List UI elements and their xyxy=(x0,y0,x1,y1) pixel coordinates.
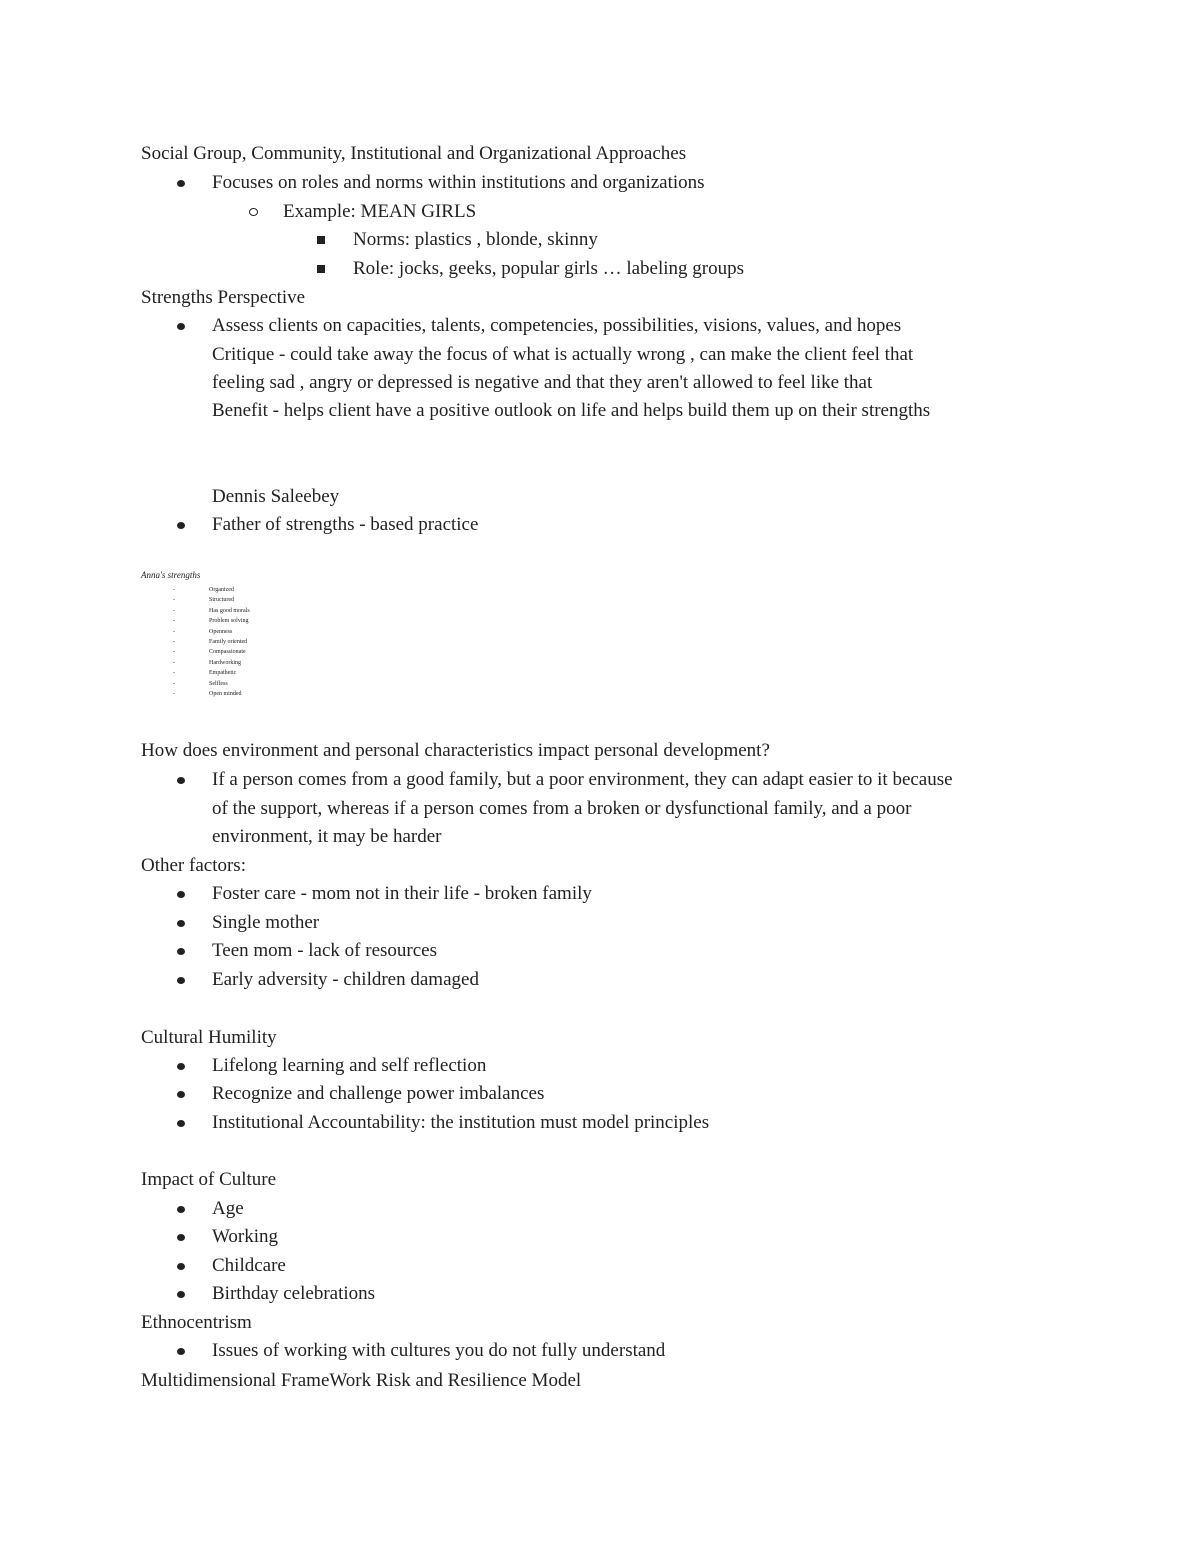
bullet-icon xyxy=(177,920,185,927)
bullet-icon xyxy=(177,1348,185,1355)
dash-bullet-icon: - xyxy=(173,659,175,666)
list-item: Teen mom - lack of resources xyxy=(212,940,437,961)
strength-item xyxy=(173,638,247,646)
strength-item xyxy=(173,659,241,667)
list-item: Early adversity - children damaged xyxy=(212,969,479,990)
square-bullet-icon xyxy=(317,265,325,273)
strength-label: Family oriented xyxy=(209,639,248,645)
bullet-icon xyxy=(177,1206,185,1213)
critique-text: feeling sad , angry or depressed is negative and that they aren't allowed to feel like that xyxy=(212,372,873,393)
strength-label: Compassionate xyxy=(209,649,246,656)
strength-item xyxy=(173,680,228,688)
list-item: Focuses on roles and norms within institutions and organizations xyxy=(212,172,705,193)
bullet-icon xyxy=(177,1234,185,1241)
bullet-icon xyxy=(177,1063,185,1070)
section-heading-other-factors: Other factors: xyxy=(141,855,246,876)
bullet-icon xyxy=(177,1120,185,1127)
bullet-icon xyxy=(177,1291,185,1298)
strength-item xyxy=(173,690,242,698)
bullet-icon xyxy=(177,1263,185,1270)
strength-label: Structured xyxy=(209,597,234,604)
strength-label: Empathetic xyxy=(209,670,237,677)
bullet-icon xyxy=(177,777,185,784)
section-heading-cultural-humility: Cultural Humility xyxy=(141,1027,277,1048)
dash-bullet-icon: - xyxy=(173,618,175,625)
square-bullet-icon xyxy=(317,236,325,244)
dash-bullet-icon: - xyxy=(173,587,175,593)
strength-item xyxy=(173,586,234,594)
list-item: Childcare xyxy=(212,1255,286,1276)
bullet-icon xyxy=(177,948,185,955)
list-item: If a person comes from a good family, but a poor environment, they can adapt easier to it because xyxy=(212,769,953,790)
dash-bullet-icon: - xyxy=(173,680,175,687)
critique-text: Critique - could take away the focus of what is actually wrong , can make the client feel that xyxy=(212,344,914,365)
annas-strengths-title: Anna's strengths xyxy=(141,570,201,580)
section-heading-impact-of-culture: Impact of Culture xyxy=(141,1169,277,1190)
dash-bullet-icon: - xyxy=(173,649,175,656)
list-item: Recognize and challenge power imbalances xyxy=(212,1083,545,1104)
dash-bullet-icon: - xyxy=(173,607,175,614)
list-item: Institutional Accountability: the institution must model principles xyxy=(212,1112,710,1133)
list-item-continued: of the support, whereas if a person comes from a broken or dysfunctional family, and a poor xyxy=(212,798,912,819)
list-item: Assess clients on capacities, talents, competencies, possibilities, visions, values, and hopes xyxy=(212,315,902,336)
strength-item xyxy=(173,617,249,625)
section-heading-risk-resilience: Multidimensional FrameWork Risk and Resilience Model xyxy=(141,1370,582,1391)
benefit-text: Benefit - helps client have a positive outlook on life and helps build them up on their strengths xyxy=(212,400,931,421)
strength-label: Open minded xyxy=(209,691,242,697)
list-item: Working xyxy=(212,1226,279,1247)
section-heading-ethnocentrism: Ethnocentrism xyxy=(141,1312,252,1333)
strength-label: Has good morals xyxy=(209,607,250,614)
strength-label: Problem solving xyxy=(209,618,249,625)
strength-label: Selfless xyxy=(209,680,228,687)
bullet-icon xyxy=(177,891,185,898)
strength-label: Openness xyxy=(209,628,233,635)
section-heading-approaches: Social Group, Community, Institutional and Organizational Approaches xyxy=(141,143,687,164)
strength-item xyxy=(173,596,234,604)
hollow-bullet-icon xyxy=(249,208,258,216)
list-item: Lifelong learning and self reflection xyxy=(212,1055,487,1076)
list-item: Foster care - mom not in their life - broken family xyxy=(212,883,592,904)
bullet-icon xyxy=(177,323,185,330)
strength-label: Hardworking xyxy=(209,659,241,666)
list-item: Example: MEAN GIRLS xyxy=(283,201,477,222)
dash-bullet-icon: - xyxy=(173,597,175,604)
strength-item xyxy=(173,607,250,615)
list-item-continued: environment, it may be harder xyxy=(212,826,442,847)
dash-bullet-icon: - xyxy=(173,639,175,645)
bullet-icon xyxy=(177,1091,185,1098)
strength-item xyxy=(173,669,236,677)
bullet-icon xyxy=(177,977,185,984)
dash-bullet-icon: - xyxy=(173,628,175,635)
strength-item xyxy=(173,648,246,656)
strength-item xyxy=(173,628,232,636)
list-item: Issues of working with cultures you do not fully understand xyxy=(212,1340,666,1361)
dash-bullet-icon: - xyxy=(173,691,175,697)
list-item: Father of strengths - based practice xyxy=(212,514,479,535)
list-item: Birthday celebrations xyxy=(212,1283,376,1304)
section-heading-environment: How does environment and personal characteristics impact personal development? xyxy=(141,740,770,761)
list-item: Age xyxy=(212,1198,244,1219)
list-item: Role: jocks, geeks, popular girls … labeling groups xyxy=(353,258,745,279)
bullet-icon xyxy=(177,180,185,187)
list-item: Single mother xyxy=(212,912,320,933)
bullet-icon xyxy=(177,522,185,529)
list-item: Norms: plastics , blonde, skinny xyxy=(353,229,598,250)
strength-label: Organized xyxy=(209,587,234,593)
person-name: Dennis Saleebey xyxy=(212,486,340,507)
dash-bullet-icon: - xyxy=(173,670,175,677)
section-heading-strengths: Strengths Perspective xyxy=(141,287,306,308)
